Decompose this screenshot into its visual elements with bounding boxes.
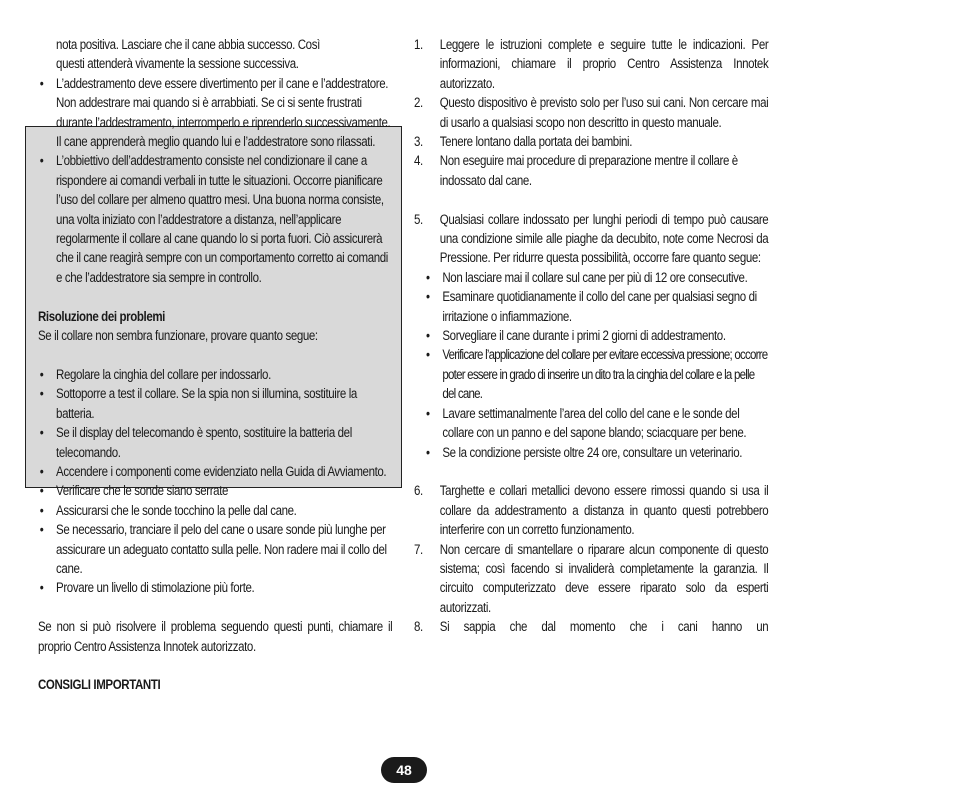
- list-item-text: Verificare che le sonde siano serrate: [56, 483, 229, 499]
- sub-list-item: [414, 443, 768, 462]
- sub-list-item: [414, 326, 768, 345]
- numbered-item: [414, 151, 768, 190]
- list-item: [38, 365, 392, 384]
- item-number: 4.: [414, 153, 423, 169]
- sub-list-item: [414, 268, 768, 287]
- list-item: [38, 423, 392, 462]
- item-text: Non eseguire mai procedure di preparazione mentre il collare è indossato dal cane.: [439, 153, 738, 188]
- bullet-icon: •: [39, 580, 44, 596]
- list-item: [38, 462, 392, 481]
- list-item: [38, 578, 392, 597]
- numbered-item: [414, 35, 768, 93]
- bullet-icon: •: [39, 425, 44, 441]
- list-item: [38, 384, 392, 423]
- sub-list-item-text: Se la condizione persiste oltre 24 ore, consultare un veterinario.: [442, 444, 743, 460]
- list-item-text: Accendere i componenti come evidenziato nella Guida di Avviamento.: [56, 463, 387, 479]
- bullet-icon: •: [39, 463, 44, 479]
- numbered-item: [414, 132, 768, 151]
- bullet-icon: •: [39, 502, 44, 518]
- item-text: Qualsiasi collare indossato per lunghi periodi di tempo può causare una condizione simile alle piaghe da decubito, note come Necrosi da Pressione. Per ridurre questa possibilità, occorre fare quanto segue:: [439, 211, 769, 266]
- bullet-icon: •: [426, 405, 430, 421]
- numbered-item: [414, 481, 768, 539]
- list-item-text: Provare un livello di stimolazione più forte.: [56, 580, 255, 596]
- right-column: [414, 35, 768, 637]
- sub-list-item-text: Esaminare quotidianamente il collo del cane per qualsiasi segno di irritazione o infiammazione.: [442, 289, 757, 324]
- list-item-text: Sottoporre a test il collare. Se la spia non si illumina, sostituire la batteria.: [56, 386, 357, 421]
- sub-list-item-text: Lavare settimanalmente l’area del collo del cane e le sonde del collare con un panno e del sapone blando; sciacquare per bene.: [442, 405, 747, 441]
- list-item-text: Regolare la cinghia del collare per indossarlo.: [56, 366, 271, 382]
- item-text: Leggere le istruzioni complete e seguire tutte le indicazioni. Per informazioni, chiamare il proprio Centro Assistenza Innotek autorizzato.: [439, 37, 769, 91]
- sub-list-item-text: Non lasciare mai il collare sul cane per più di 12 ore consecutive.: [442, 269, 748, 285]
- item-number: 6.: [414, 483, 423, 499]
- numbered-item: [414, 93, 768, 132]
- list-item-text: L’obbiettivo dell’addestramento consiste nel condizionare il cane a rispondere ai comandi verbali in tutte le situazioni. Occorre pianificare l’uso del collare per almeno quattro mesi. Una buona norma consiste, una volta iniziato con l’addestratore a distanza, nell’applicare regolarmente il collare al cane quando lo si porta fuori. Ciò assicurerà che il cane reagirà sempre con un comportamento corretto ai comandi e che l’addestratore sia sempre in controllo.: [56, 153, 388, 285]
- item-number: 8.: [414, 619, 423, 635]
- list-item: [38, 151, 392, 287]
- bullet-icon: •: [39, 522, 44, 538]
- bullet-icon: •: [39, 153, 44, 169]
- item-number: 7.: [414, 541, 423, 557]
- section-heading: CONSIGLI IMPORTANTI: [38, 677, 161, 693]
- closing-paragraph: Se non si può risolvere il problema seguendo questi punti, chiamare il proprio Centro Assistenza Innotek autorizzato.: [38, 619, 393, 654]
- bullet-icon: •: [426, 328, 430, 344]
- bullet-icon: •: [426, 289, 430, 305]
- sub-list-item: [414, 287, 768, 326]
- bullet-icon: •: [39, 386, 44, 402]
- bullet-icon: •: [426, 269, 430, 285]
- bullet-icon: •: [426, 444, 430, 460]
- item-text: Targhette e collari metallici devono essere rimossi quando si usa il collare da addestramento a distanza in quanto questi potrebbero interferire con un corretto funzionamento.: [439, 483, 769, 538]
- bullet-icon: •: [39, 366, 44, 382]
- item-text: Questo dispositivo è previsto solo per l’uso sui cani. Non cercare mai di usarlo a qualsiasi scopo non descritto in questo manuale.: [439, 95, 769, 130]
- list-item-text: Assicurarsi che le sonde tocchino la pelle dal cane.: [56, 502, 297, 518]
- list-item-text: Se il display del telecomando è spento, sostituire la batteria del telecomando.: [56, 425, 352, 460]
- section-heading: Risoluzione dei problemi: [38, 308, 165, 324]
- page-number-badge: 48: [381, 757, 427, 783]
- left-column: [38, 35, 392, 695]
- sub-list-item-text: Verificare l’applicazione del collare per evitare eccessiva pressione; occorre poter essere in grado di inserire un dito tra la cinghia del collare e la pelle del cane.: [442, 347, 768, 402]
- item-text: Tenere lontano dalla portata dei bambini.: [439, 134, 633, 150]
- bullet-icon: •: [39, 483, 44, 499]
- continued-line: questi attenderà vivamente la sessione successiva.: [56, 56, 299, 72]
- numbered-item: [414, 540, 768, 618]
- sub-list-item-text: Sorvegliare il cane durante i primi 2 giorni di addestramento.: [442, 328, 726, 344]
- list-item: [38, 501, 392, 520]
- continued-line: nota positiva. Lasciare che il cane abbia successo. Così: [56, 37, 320, 52]
- item-text: Non cercare di smantellare o riparare alcun componente di questo sistema; così facendo si invaliderà completamente la garanzia. Il circuito computerizzato deve essere riparato solo da esperti autorizzati.: [439, 541, 769, 615]
- item-number: 1.: [414, 37, 423, 52]
- section-intro: Se il collare non sembra funzionare, provare quanto segue:: [38, 328, 318, 344]
- item-number: 3.: [414, 134, 423, 150]
- sub-list-item: [414, 404, 768, 443]
- sub-list-item: [414, 345, 768, 403]
- list-item: [38, 74, 392, 152]
- list-item-text: Se necessario, tranciare il pelo del cane o usare sonde più lunghe per assicurare un adeguato contatto sulla pelle. Non radere mai il collo del cane.: [56, 522, 387, 576]
- bullet-icon: •: [426, 347, 430, 363]
- bullet-icon: •: [39, 75, 44, 91]
- list-item: [38, 520, 392, 578]
- numbered-item: [414, 617, 768, 636]
- list-item-text: L’addestramento deve essere divertimento per il cane e l’addestratore. Non addestrare mai quando si è arrabbiati. Se ci si sente frustrati durante l’addestramento, interromperlo e riprenderlo successivamente. Il cane apprenderà meglio quando lui e l’addestratore sono rilassati.: [56, 75, 391, 150]
- item-number: 2.: [414, 95, 423, 111]
- item-text: Si sappia che dal momento che i cani hanno un: [439, 619, 769, 635]
- item-number: 5.: [414, 211, 423, 227]
- numbered-item: [414, 210, 768, 268]
- list-item: [38, 481, 392, 500]
